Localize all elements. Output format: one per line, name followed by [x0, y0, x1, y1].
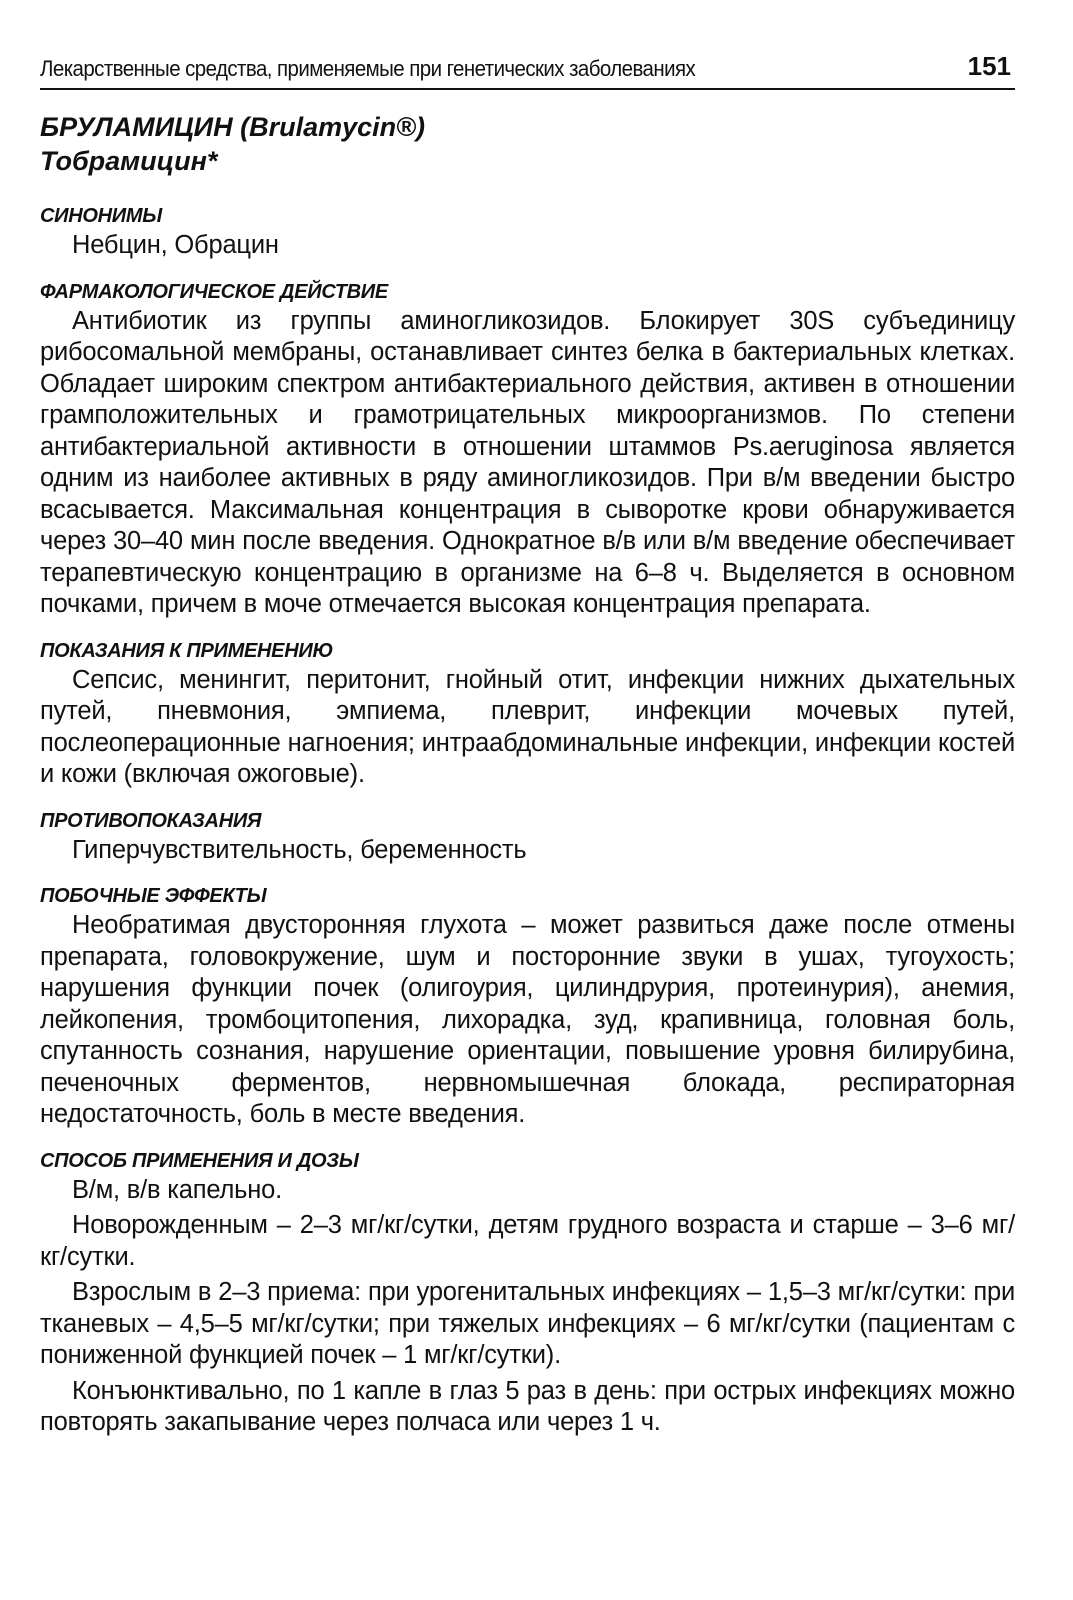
dosage-children: Новорожденным – 2–3 мг/кг/сутки, детям грудного возраста и старше – 3–6 мг/кг/сутки.	[40, 1211, 1015, 1271]
page-number: 151	[967, 51, 1011, 81]
running-title: Лекарственные средства, применяемые при генетических заболеваниях	[40, 56, 696, 81]
section-heading-synonyms: СИНОНИМЫ	[40, 205, 162, 227]
section-heading-side-effects: ПОБОЧНЫЕ ЭФФЕКТЫ	[40, 885, 267, 907]
dosage-route: В/м, в/в капельно.	[72, 1175, 283, 1204]
section-heading-pharmacology: ФАРМАКОЛОГИЧЕСКОЕ ДЕЙСТВИЕ	[40, 280, 388, 303]
section-heading-contraindications: ПРОТИВОПОКАЗАНИЯ	[40, 809, 262, 832]
running-header	[40, 40, 1015, 90]
indications-text: Сепсис, менингит, перитонит, гнойный отит, инфекции нижних дыхательных путей, пневмония, эмпиема, плеврит, инфекции мочевых путей, послеоперационные нагноения; интраабдоминальные инфекции, инфекции костей и кожи (включая ожоговые).	[40, 665, 1015, 788]
dosage-adults: Взрослым в 2–3 приема: при урогенитальных инфекциях – 1,5–3 мг/кг/сутки: при тканевых – 4,5–5 мг/кг/сутки; при тяжелых инфекциях – 6 мг/кг/сутки (пациентам с пониженной функцией почек – 1 мг/кг/сутки).	[40, 1278, 1015, 1369]
drug-trade-name: БРУЛАМИЦИН (Brulamycin®)	[40, 112, 426, 142]
pharmacology-text: Антибиотик из группы аминогликозидов. Блокирует 30S субъединицу рибосомальной мембраны, останавливает синтез белка в бактериальных клетках. Обладает широким спектром антибактериального действия, активен в отношении грамположительных и грамотрицательных микроорганизмов. По степени антибактериальной активности в отношении штаммов Ps.aeruginosa является одним из наиболее активных в ряду аминогликозидов. При в/м введении быстро всасывается. Максимальная концентрация в сыворотке крови обнаруживается через 30–40 мин после введения. Однократное в/в или в/м введение обеспечивает терапевтическую концентрацию в организме на 6–8 ч. Выделяется в основном почками, причем в моче отмечается высокая концентрация препарата.	[40, 306, 1015, 618]
document-page	[40, 40, 1015, 1439]
synonyms-text: Небцин, Обрацин	[72, 231, 279, 259]
drug-inn-name: Тобрамицин*	[40, 146, 218, 176]
side-effects-text: Необратимая двусторонняя глухота – может развиться даже после отмены препарата, головокружение, шум и посторонние звуки в ушах, тугоухость; нарушения функции почек (олигоурия, цилиндрурия, протеинурия), анемия, лейкопения, тромбоцитопения, лихорадка, зуд, крапивница, головная боль, спутанность сознания, нарушение ориентации, повышение уровня билирубина, печеночных ферментов, нервномышечная блокада, респираторная недостаточность, боль в месте введения.	[40, 911, 1015, 1128]
dosage-conjunctival: Конъюнктивально, по 1 капле в глаз 5 раз в день: при острых инфекциях можно повторять закапывание через полчаса или через 1 ч.	[40, 1376, 1015, 1436]
drug-title	[40, 110, 1015, 178]
section-heading-dosage: СПОСОБ ПРИМЕНЕНИЯ И ДОЗЫ	[40, 1149, 359, 1172]
section-heading-indications: ПОКАЗАНИЯ К ПРИМЕНЕНИЮ	[40, 639, 333, 662]
contraindications-text: Гиперчувствительность, беременность	[72, 835, 527, 864]
